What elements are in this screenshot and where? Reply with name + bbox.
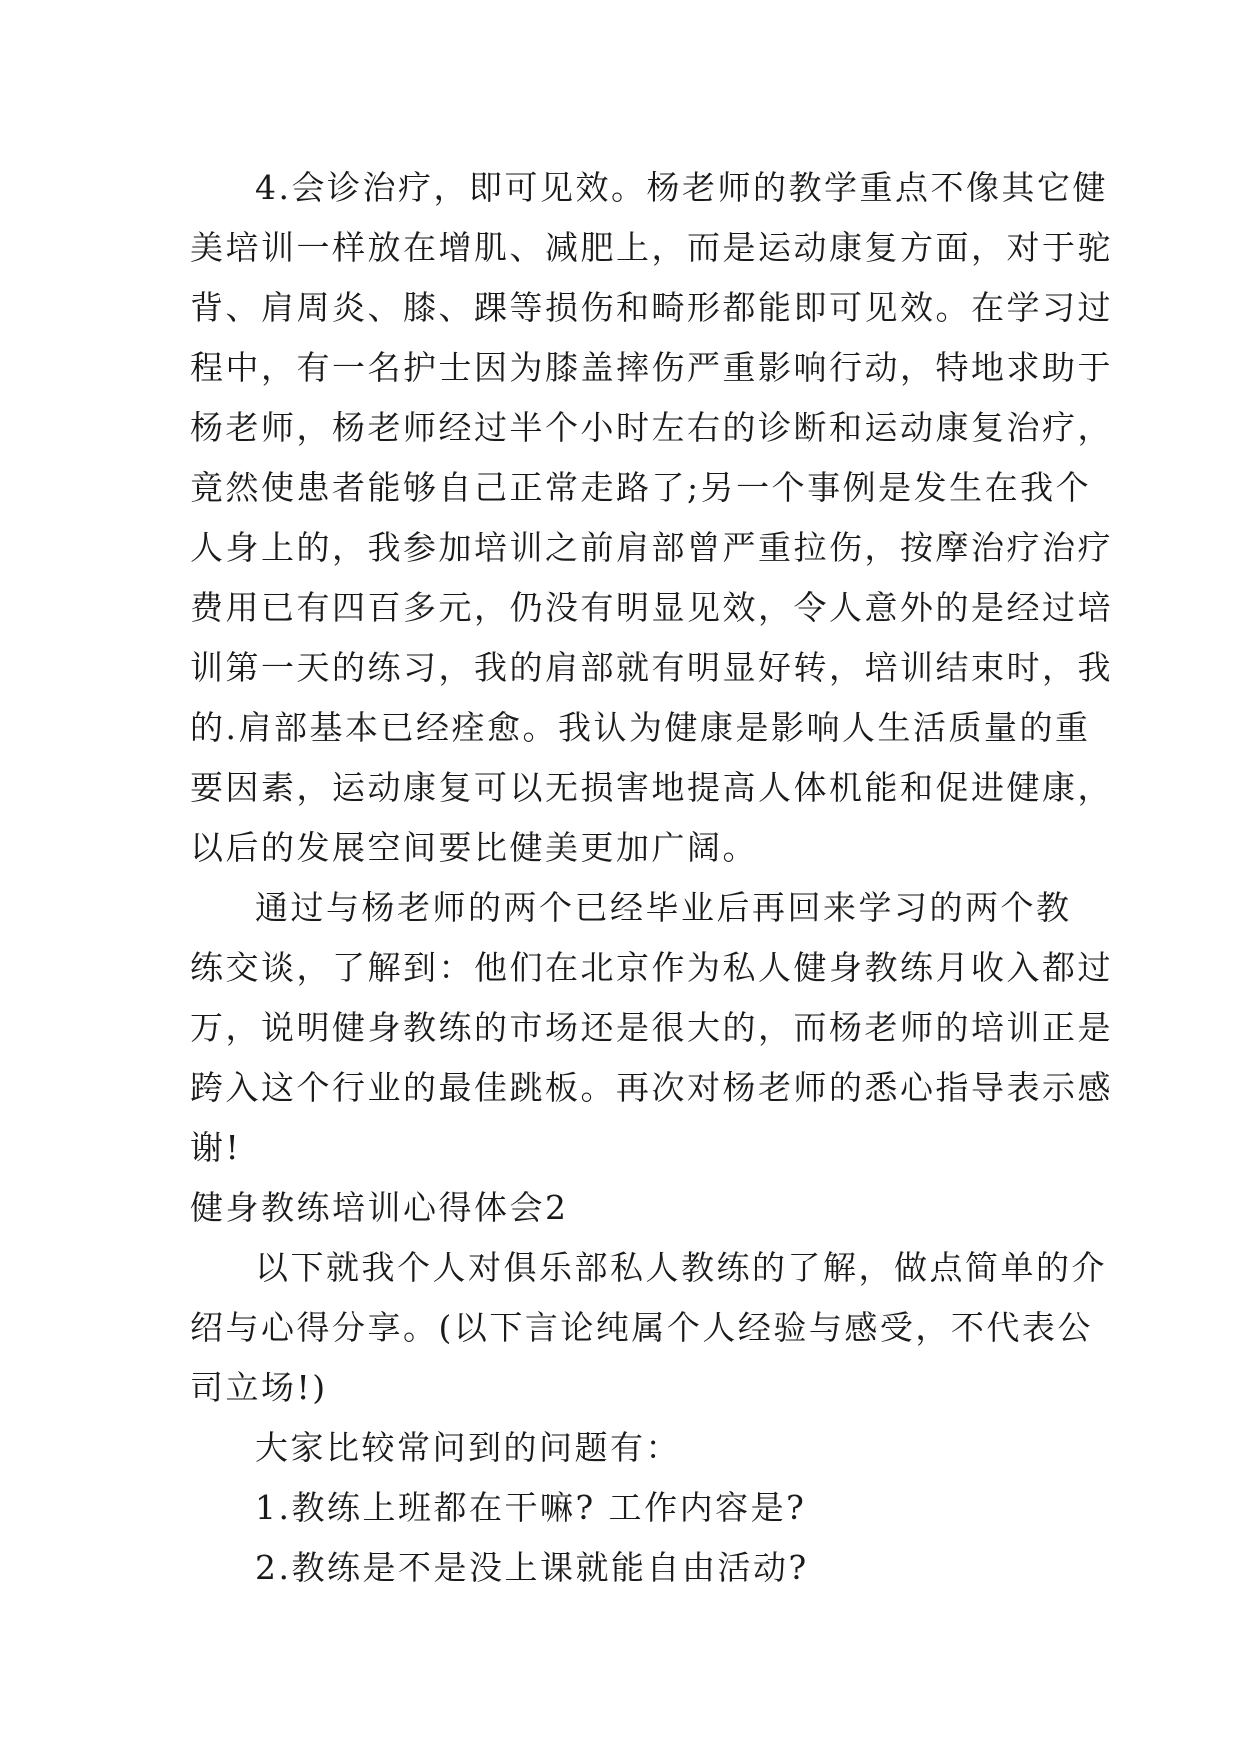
paragraph-line: 要因素，运动康复可以无损害地提高人体机能和促进健康， [190,768,1113,807]
paragraph-line: 万，说明健身教练的市场还是很大的，而杨老师的培训正是 [190,1008,1113,1047]
paragraph-line: 程中，有一名护士因为膝盖摔伤严重影响行动，特地求助于 [190,348,1113,387]
paragraph-line: 绍与心得分享。(以下言论纯属个人经验与感受，不代表公 [190,1308,1093,1347]
paragraph-line: 美培训一样放在增肌、减肥上，而是运动康复方面，对于驼 [190,228,1113,267]
paragraph-line: 的.肩部基本已经痊愈。我认为健康是影响人生活质量的重 [190,708,1091,747]
paragraph-line: 杨老师，杨老师经过半个小时左右的诊断和运动康复治疗， [190,408,1113,447]
paragraph-line: 大家比较常问到的问题有： [255,1428,681,1467]
paragraph-line: 跨入这个行业的最佳跳板。再次对杨老师的悉心指导表示感 [190,1068,1113,1107]
paragraph-line: 人身上的，我参加培训之前肩部曾严重拉伤，按摩治疗治疗 [190,528,1113,567]
paragraph-line: 以下就我个人对俱乐部私人教练的了解，做点简单的介 [255,1248,1107,1287]
paragraph-line: 司立场!) [190,1368,328,1407]
list-item: 1.教练上班都在干嘛? 工作内容是? [255,1488,807,1527]
paragraph-line: 谢! [190,1128,242,1167]
paragraph-line: 通过与杨老师的两个已经毕业后再回来学习的两个教 [255,888,1072,927]
paragraph-line: 背、肩周炎、膝、踝等损伤和畸形都能即可见效。在学习过 [190,288,1113,327]
paragraph-line: 4.会诊治疗，即可见效。杨老师的教学重点不像其它健 [255,168,1108,207]
paragraph-line: 竟然使患者能够自己正常走路了;另一个事例是发生在我个 [190,468,1092,507]
paragraph-line: 训第一天的练习，我的肩部就有明显好转，培训结束时，我 [190,648,1113,687]
list-item: 2.教练是不是没上课就能自由活动? [255,1548,809,1587]
section-heading: 健身教练培训心得体会2 [190,1188,569,1227]
paragraph-line: 练交谈，了解到：他们在北京作为私人健身教练月收入都过 [190,948,1113,987]
paragraph-line: 费用已有四百多元，仍没有明显见效，令人意外的是经过培 [190,588,1113,627]
paragraph-line: 以后的发展空间要比健美更加广阔。 [190,828,758,867]
